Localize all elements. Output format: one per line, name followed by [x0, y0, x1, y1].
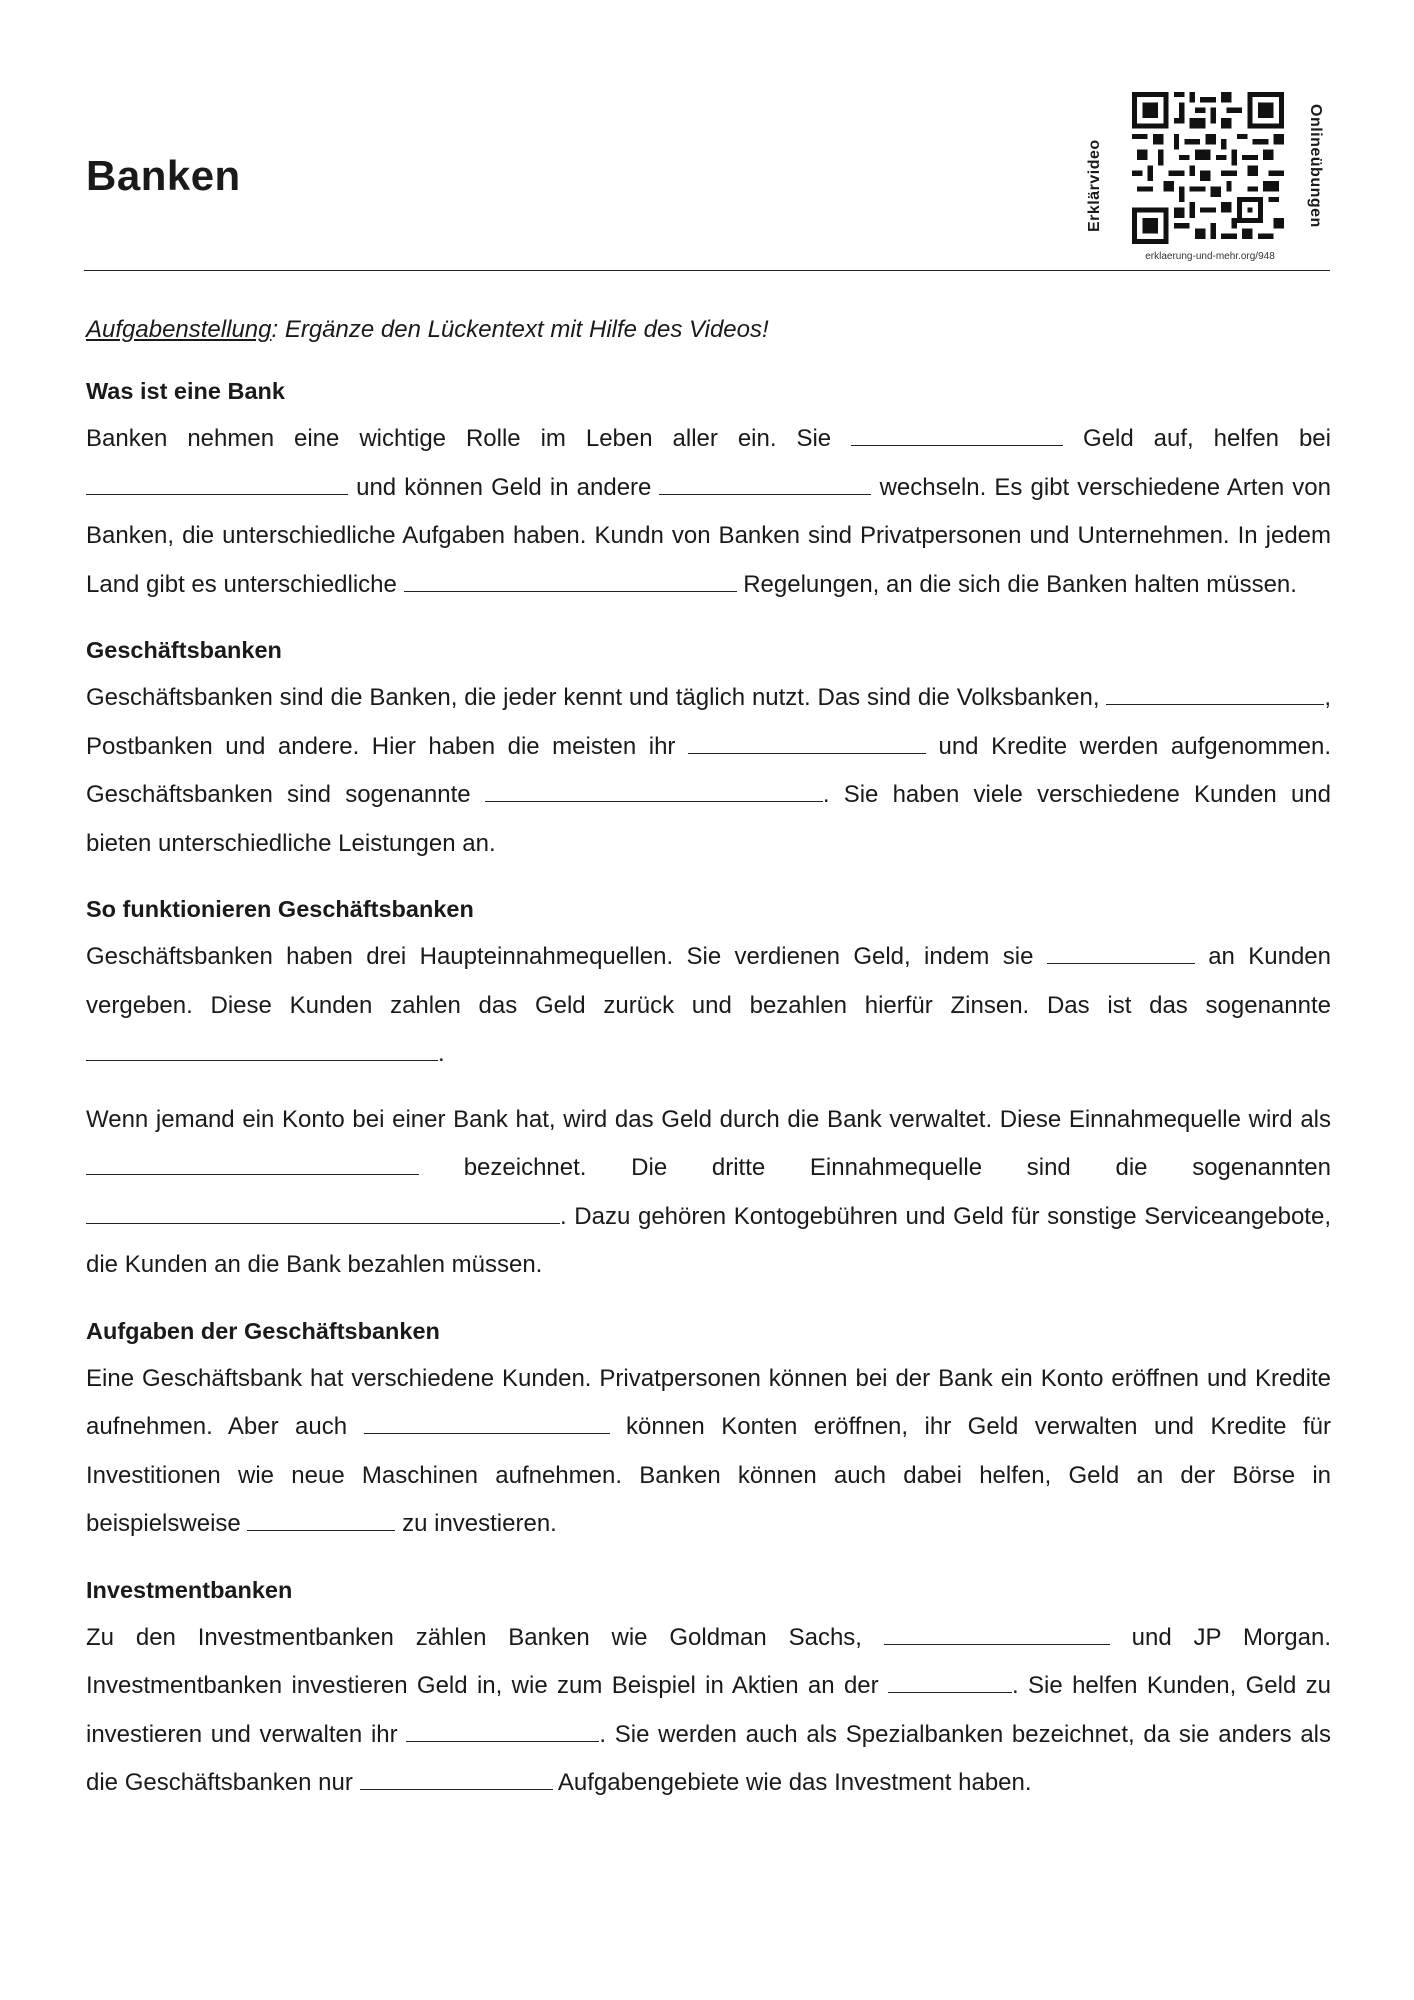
blank-field[interactable] [360, 1769, 553, 1790]
blank-field[interactable] [485, 781, 823, 802]
section-paragraph [86, 674, 1331, 868]
blank-field[interactable] [1047, 943, 1195, 964]
blank-field[interactable] [888, 1672, 1012, 1693]
section-so-funktionieren [86, 885, 1331, 1290]
section-title: Aufgaben der Geschäftsbanken [86, 1317, 440, 1344]
text-segment: Aufgabengebiete wie das Investment haben. [552, 1769, 1032, 1796]
section-was-ist-eine-bank [86, 367, 1331, 609]
text-segment: und können Geld in andere [348, 473, 660, 501]
qr-url[interactable]: erklaerung-und-mehr.org/948 [1145, 251, 1275, 262]
blank-field[interactable] [86, 474, 348, 495]
text-segment: zu investieren. [395, 1510, 557, 1537]
qr-code-icon[interactable] [1132, 92, 1284, 244]
section-paragraph [86, 1614, 1331, 1808]
section-title: Geschäftsbanken [86, 637, 282, 663]
qr-label-erklaervideo: Erklärvideo [1086, 139, 1103, 232]
qr-label-onlineuebungen: Onlineübungen [1307, 104, 1324, 228]
section-title: So funktionieren Geschäftsbanken [86, 896, 474, 922]
text-segment: Zu den Investmentbanken zählen Banken wie Goldman Sachs, [86, 1623, 884, 1651]
text-segment: Banken nehmen eine wichtige Rolle im Leben aller ein. Sie [86, 425, 852, 452]
text-segment: Geschäftsbanken haben drei Haupteinnahmequellen. Sie verdienen Geld, indem sie [86, 943, 1047, 970]
section-title: Investmentbanken [86, 1576, 293, 1603]
text-segment: Geld auf, helfen bei [1063, 425, 1331, 452]
text-segment: . Sie helfen Kunden, Geld zu investieren und verwalten ihr [86, 1672, 1332, 1748]
section-paragraph [86, 1096, 1331, 1290]
text-segment: . [438, 1040, 445, 1067]
blank-field[interactable] [404, 571, 737, 592]
section-paragraph [86, 933, 1331, 1079]
text-segment: bezeichnet. Die dritte Einnahmequelle sind die sogenannten [419, 1154, 1331, 1181]
section-aufgaben [86, 1307, 1331, 1549]
section-paragraph [86, 1355, 1331, 1549]
section-geschaeftsbanken [86, 626, 1331, 868]
text-segment: Wenn jemand ein Konto bei einer Bank hat, wird das Geld durch die Bank verwaltet. Diese Einnahmequelle wird als [86, 1105, 1331, 1133]
text-segment: können Konten eröffnen, ihr Geld verwalten und Kredite für Investitionen wie neue Maschinen aufnehmen. Banken können auch dabei helfen, Geld an der Börse in beispielsweise [86, 1413, 1331, 1537]
blank-field[interactable] [688, 733, 926, 754]
blank-field[interactable] [851, 425, 1063, 446]
text-segment: und Kredite werden aufgenommen. Geschäftsbanken sind sogenannte [86, 732, 1331, 808]
text-segment: , Postbanken und andere. Hier haben die meisten ihr [86, 684, 1331, 760]
text-segment: und JP Morgan. Investmentbanken investieren Geld in, wie zum Beispiel in Aktien an der [86, 1623, 1332, 1699]
task-instruction [86, 306, 1331, 354]
section-investmentbanken [86, 1566, 1331, 1808]
blank-field[interactable] [86, 1203, 560, 1224]
text-segment: . Sie haben viele verschiedene Kunden und bieten unterschiedliche Leistungen an. [86, 781, 1331, 857]
blank-field[interactable] [86, 1040, 438, 1061]
blank-field[interactable] [86, 1154, 419, 1175]
blank-field[interactable] [884, 1624, 1110, 1645]
header-divider [84, 270, 1330, 271]
blank-field[interactable] [364, 1413, 610, 1434]
task-label: Aufgabenstellung [86, 316, 272, 343]
text-segment: Regelungen, an die sich die Banken halten müssen. [736, 570, 1297, 598]
text-segment: . Dazu gehören Kontogebühren und Geld für sonstige Serviceangebote, die Kunden an die Bank bezahlen müssen. [86, 1202, 1331, 1278]
section-title: Was ist eine Bank [86, 378, 285, 404]
text-segment: Geschäftsbanken sind die Banken, die jeder kennt und täglich nutzt. Das sind die Volksbanken, [86, 684, 1107, 711]
text-segment: an Kunden vergeben. Diese Kunden zahlen das Geld zurück und bezahlen hierfür Zinsen. Das ist das sogenannte [86, 943, 1331, 1019]
text-segment: . Sie werden auch als Spezialbanken bezeichnet, da sie anders als die Geschäftsbanken nur [86, 1720, 1331, 1796]
section-paragraph [86, 415, 1331, 609]
blank-field[interactable] [659, 474, 871, 495]
text-segment: Eine Geschäftsbank hat verschiedene Kunden. Privatpersonen können bei der Bank ein Konto eröffnen und Kredite aufnehmen. Aber auch [86, 1364, 1331, 1440]
worksheet-body [86, 306, 1331, 1825]
text-segment: wechseln. Es gibt verschiedene Arten von Banken, die unterschiedliche Aufgaben haben. Kundn von Banken sind Privatpersonen und Unternehmen. In jedem Land gibt es unterschiedliche [86, 473, 1331, 598]
blank-field[interactable] [406, 1721, 599, 1742]
blank-field[interactable] [1106, 684, 1324, 705]
task-text: : Ergänze den Lückentext mit Hilfe des Videos! [271, 316, 769, 343]
page-title: Banken [86, 152, 241, 199]
blank-field[interactable] [247, 1510, 395, 1531]
